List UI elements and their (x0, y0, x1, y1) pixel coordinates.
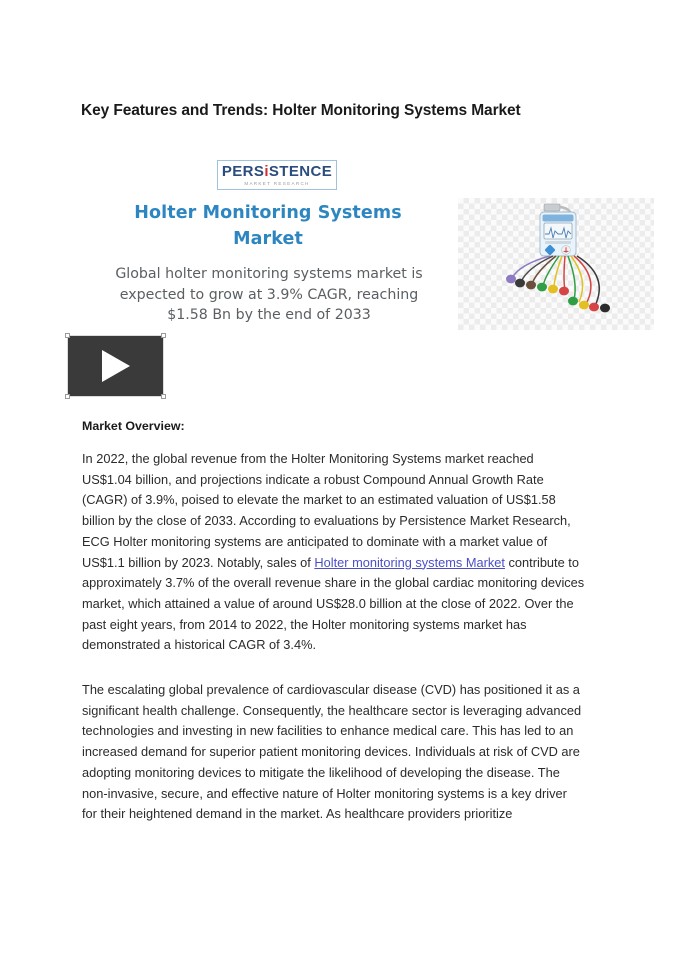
paragraph-1-text-before-link: In 2022, the global revenue from the Holter Monitoring Systems market reached US$1.04 billion, and projections indicate a robust Compound Annual Growth Rate (CAGR) of 3.9%, poised to elevate the market to an estimated valuation of US$1.58 billion by the close of 2033. According to evaluations by Persistence Market Research, ECG Holter monitoring systems are anticipated to dominate with a market value of US$1.1 billion by 2023. Notably, sales of (82, 451, 571, 570)
resize-handle-top-right[interactable] (161, 333, 166, 338)
infographic-banner (62, 152, 657, 410)
logo-wordmark (218, 164, 336, 179)
holter-device-image (458, 198, 654, 330)
banner-subtext: Global holter monitoring systems market is expected to grow at 3.9% CAGR, reaching $1.58 Bn by the end of 2033 (115, 266, 423, 324)
paragraph-market-overview (82, 449, 585, 656)
paragraph-1-text-after-link: contribute to approximately 3.7% of the overall revenue share in the global cardiac monitoring devices market, which attained a value of around US$28.0 billion at the close of 2022. Over the past eight years, from 2014 to 2022, the Holter monitoring systems market has demonstrated a historical CAGR of 3.4%. (82, 554, 585, 653)
resize-handle-top-left[interactable] (65, 333, 70, 338)
page-title: Key Features and Trends: Holter Monitoring Systems Market (81, 102, 521, 120)
holter-monitoring-systems-market-link[interactable]: Holter monitoring systems Market (314, 554, 505, 570)
resize-handle-bottom-right[interactable] (161, 394, 166, 399)
paragraph-cvd-prevalence (82, 680, 585, 825)
logo-accent-letter: i (264, 163, 269, 180)
banner-headline: Holter Monitoring Systems Market (134, 203, 402, 249)
logo-tagline: MARKET RESEARCH (244, 181, 310, 186)
video-play-button[interactable] (67, 335, 164, 397)
play-icon (102, 350, 130, 382)
section-heading-market-overview: Market Overview: (82, 419, 185, 433)
resize-handle-bottom-left[interactable] (65, 394, 70, 399)
persistence-market-research-logo (217, 160, 337, 190)
logo-word-part-2: STENCE (268, 163, 333, 180)
logo-word-part-1: PERS (221, 163, 265, 180)
paragraph-2-text: The escalating global prevalence of cardiovascular disease (CVD) has positioned it as a significant health challenge. Consequently, the healthcare sector is leveraging advanced technologies and investing in new facilities to enhance medical care. This has led to an increased demand for superior patient monitoring devices. Individuals at risk of CVD are adopting monitoring devices to mitigate the likelihood of developing the disease. The non-invasive, secure, and effective nature of Holter monitoring systems is a key driver for their heightened demand in the market. As healthcare providers prioritize (82, 682, 582, 822)
holter-monitor-icon (458, 198, 654, 330)
